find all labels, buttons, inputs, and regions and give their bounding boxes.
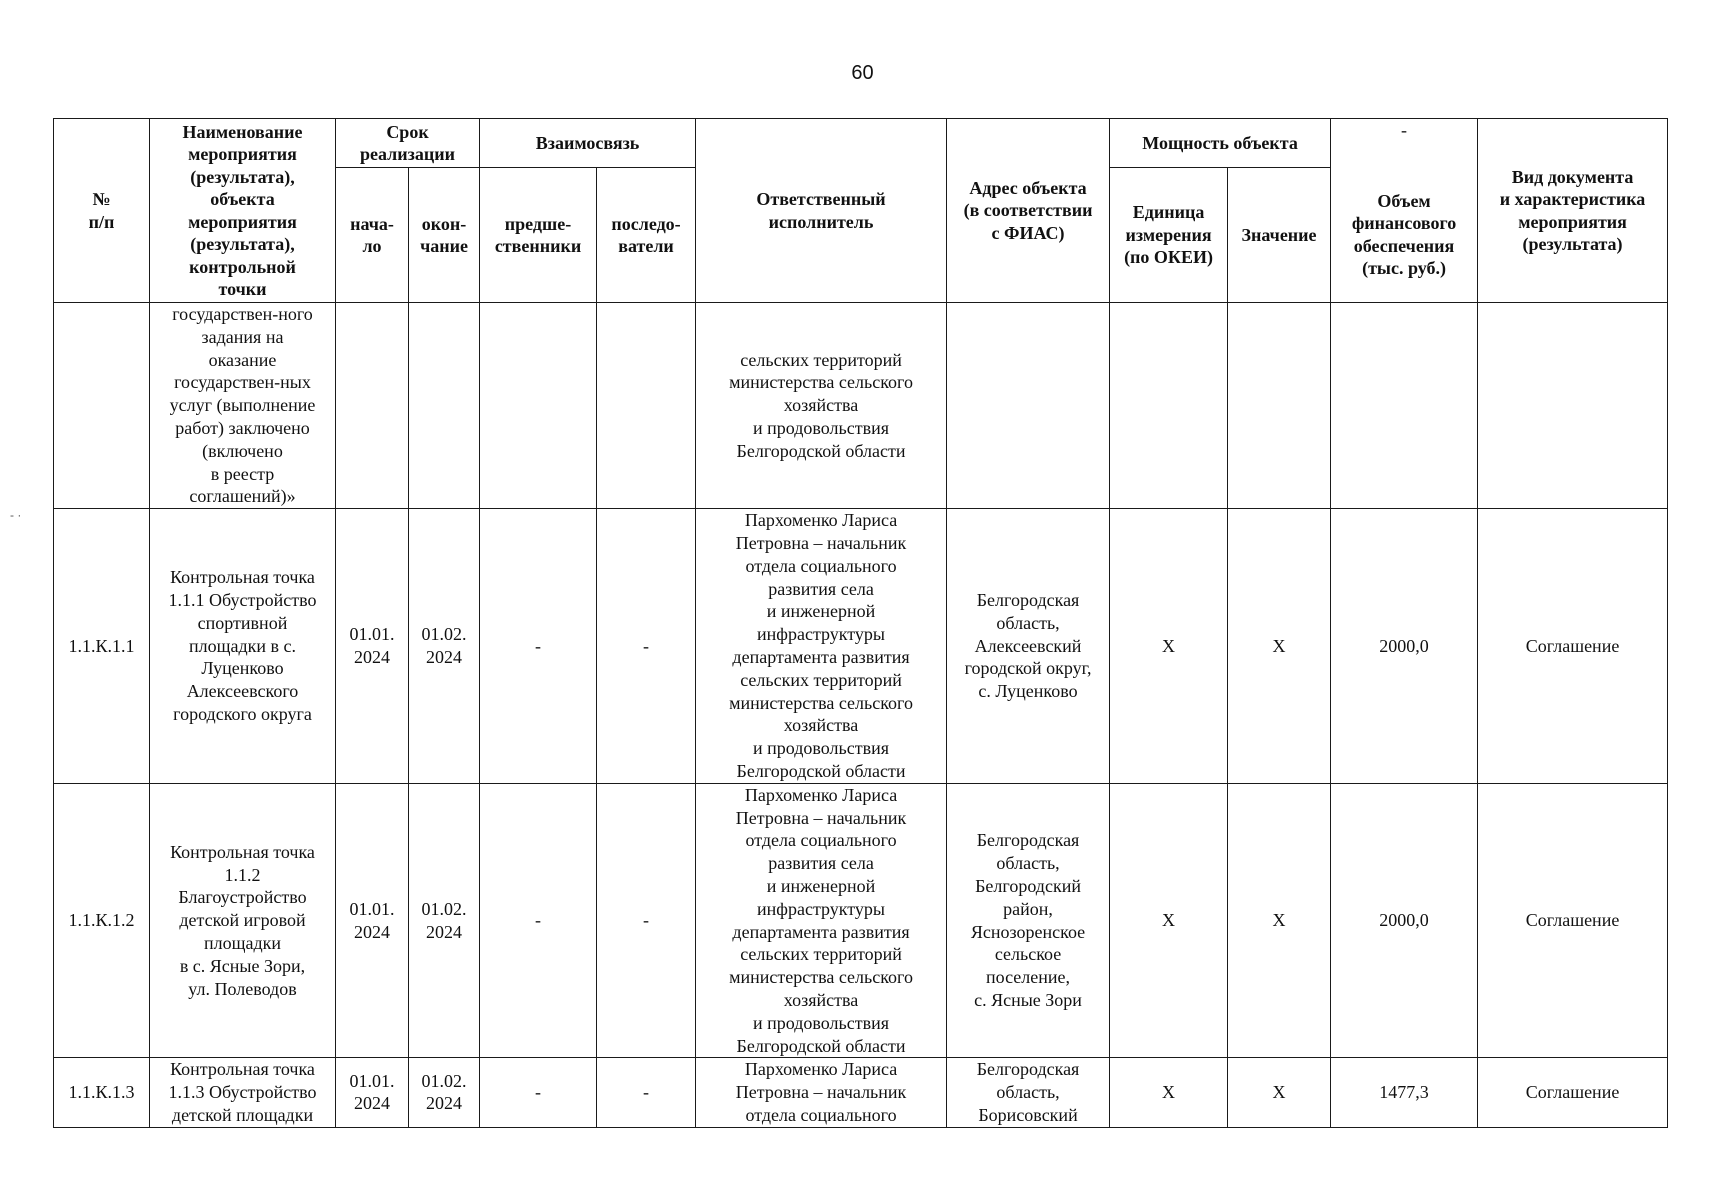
cell-num: 1.1.К.1.1: [54, 509, 150, 784]
cell-num: 1.1.К.1.2: [54, 783, 150, 1058]
cell-name: Контрольная точка 1.1.1 Обустройство спортивной площадки в с. Луценково Алексеевского городского округа: [150, 509, 336, 784]
page-number: 60: [851, 62, 874, 84]
cell-next: -: [597, 1058, 696, 1127]
cell-address: Белгородская область, Алексеевский городской округ, с. Луценково: [947, 509, 1110, 784]
cell-address: Белгородская область, Белгородский район, Яснозоренское сельское поселение, с. Ясные Зори: [947, 783, 1110, 1058]
cell-finance: 2000,0: [1331, 509, 1478, 784]
cell-prev: -: [480, 1058, 597, 1127]
header-link-next: последо- ватели: [597, 168, 696, 303]
cell-end: 01.02. 2024: [409, 509, 480, 784]
cell-start: 01.01. 2024: [336, 1058, 409, 1127]
cell-next: [597, 303, 696, 509]
header-num: № п/п: [54, 119, 150, 303]
cell-responsible: Пархоменко Лариса Петровна – начальник отдела социального: [696, 1058, 947, 1127]
header-link: Взаимосвязь: [480, 119, 696, 168]
cell-next: -: [597, 509, 696, 784]
margin-mark: - ·: [10, 508, 22, 522]
cell-address: Белгородская область, Борисовский: [947, 1058, 1110, 1127]
header-value: Значение: [1228, 168, 1331, 303]
header-address: Адрес объекта (в соответствии с ФИАС): [947, 119, 1110, 303]
table-row: [54, 783, 1668, 1058]
cell-start: 01.01. 2024: [336, 509, 409, 784]
cell-doc: [1478, 303, 1668, 509]
cell-start: [336, 303, 409, 509]
cell-start: 01.01. 2024: [336, 783, 409, 1058]
cell-prev: [480, 303, 597, 509]
cell-unit: [1110, 303, 1228, 509]
header-responsible: Ответственный исполнитель: [696, 119, 947, 303]
header-name: Наименование мероприятия (результата), объекта мероприятия (результата), контрольной точки: [150, 119, 336, 303]
cell-responsible: Пархоменко Лариса Петровна – начальник отдела социального развития села и инженерной инфраструктуры департамента развития сельских территорий министерства сельского хозяйства и продовольствия Белгородской области: [696, 783, 947, 1058]
cell-name: Контрольная точка 1.1.2 Благоустройство детской игровой площадки в с. Ясные Зори, ул. Полеводов: [150, 783, 336, 1058]
cell-value: Х: [1228, 1058, 1331, 1127]
header-finance: Объем финансового обеспечения (тыс. руб.): [1331, 168, 1478, 303]
cell-responsible: сельских территорий министерства сельского хозяйства и продовольствия Белгородской области: [696, 303, 947, 509]
cell-name: Контрольная точка 1.1.3 Обустройство детской площадки: [150, 1058, 336, 1127]
cell-doc: Соглашение: [1478, 783, 1668, 1058]
cell-value: Х: [1228, 509, 1331, 784]
cell-prev: -: [480, 783, 597, 1058]
cell-num: 1.1.К.1.3: [54, 1058, 150, 1127]
cell-unit: Х: [1110, 783, 1228, 1058]
cell-value: [1228, 303, 1331, 509]
cell-end: 01.02. 2024: [409, 783, 480, 1058]
cell-finance: [1331, 303, 1478, 509]
cell-name: государствен-ного задания на оказание государствен-ных услуг (выполнение работ) заключено (включено в реестр соглашений)»: [150, 303, 336, 509]
header-term-start: нача- ло: [336, 168, 409, 303]
cell-end: 01.02. 2024: [409, 1058, 480, 1127]
cell-num: [54, 303, 150, 509]
cell-prev: -: [480, 509, 597, 784]
header-row-1: [54, 119, 1668, 168]
header-term-end: окон- чание: [409, 168, 480, 303]
header-link-prev: предше- ственники: [480, 168, 597, 303]
cell-doc: Соглашение: [1478, 1058, 1668, 1127]
header-term: Срок реализации: [336, 119, 480, 168]
header-finance-top: -: [1331, 119, 1478, 168]
cell-finance: 1477,3: [1331, 1058, 1478, 1127]
header-doc: Вид документа и характеристика мероприятия (результата): [1478, 119, 1668, 303]
cell-next: -: [597, 783, 696, 1058]
header-unit: Единица измерения (по ОКЕИ): [1110, 168, 1228, 303]
cell-unit: Х: [1110, 1058, 1228, 1127]
table-row: [54, 1058, 1668, 1127]
cell-doc: Соглашение: [1478, 509, 1668, 784]
table-row: [54, 303, 1668, 509]
header-capacity: Мощность объекта: [1110, 119, 1331, 168]
cell-responsible: Пархоменко Лариса Петровна – начальник отдела социального развития села и инженерной инфраструктуры департамента развития сельских территорий министерства сельского хозяйства и продовольствия Белгородской области: [696, 509, 947, 784]
measures-table: [53, 118, 1668, 1128]
table-row: [54, 509, 1668, 784]
cell-end: [409, 303, 480, 509]
cell-address: [947, 303, 1110, 509]
cell-unit: Х: [1110, 509, 1228, 784]
cell-value: Х: [1228, 783, 1331, 1058]
cell-finance: 2000,0: [1331, 783, 1478, 1058]
